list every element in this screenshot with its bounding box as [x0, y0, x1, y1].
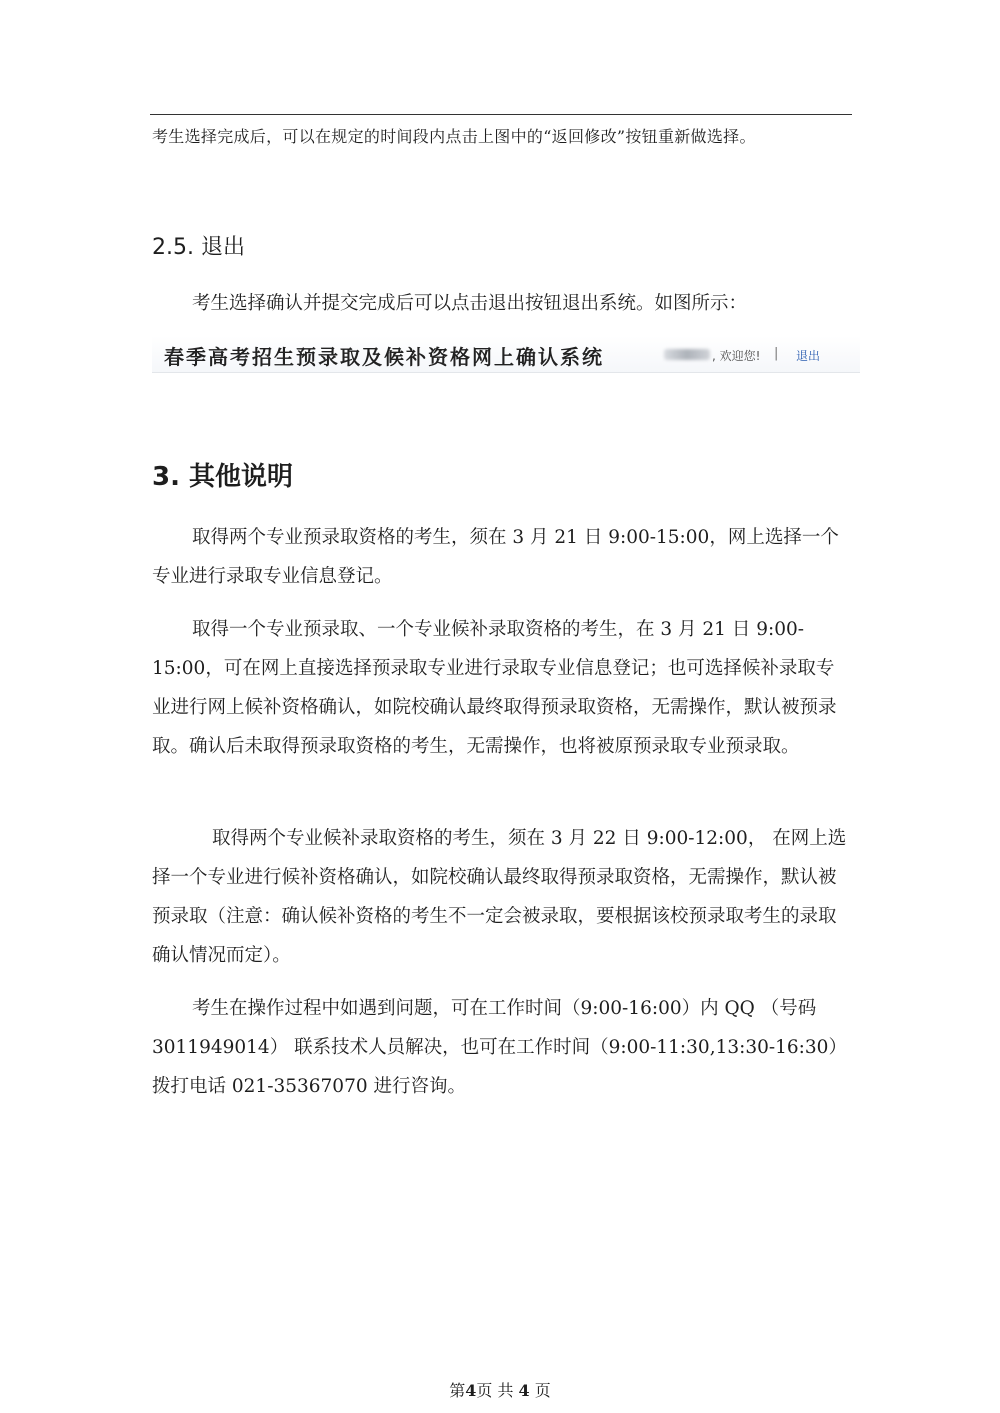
other-paragraph-2: 取得一个专业预录取、一个专业候补录取资格的考生，在 3 月 21 日 9:00-15:00，可在网上直接选择预录取专业进行录取专业信息登记；也可选择候补录取专业进行网上候补资格确认，如院校确认最终取得预录取资格，无需操作，默认被预录取。确认后未取得预录取资格的考生，无需操作，也将被原预录取专业预录取。 [152, 619, 837, 757]
exit-paragraph: 考生选择确认并提交完成后可以点击退出按钮退出系统。如图所示： [192, 293, 748, 314]
other-paragraph-4: 考生在操作过程中如遇到问题，可在工作时间（9:00-16:00）内 QQ （号码 3011949014） 联系技术人员解决，也可在工作时间（9:00-11:30,13:30-16:30）拨打电话 021-35367070 进行咨询。 [152, 998, 847, 1097]
welcome-text: , 欢迎您! [712, 349, 761, 363]
section-heading-other: 3. 其他说明 [152, 462, 294, 492]
system-title: 春季高考招生预录取及候补资格网上确认系统 [164, 345, 604, 369]
top-divider [150, 114, 852, 115]
header-separator: | [774, 346, 779, 361]
other-paragraph-1: 取得两个专业预录取资格的考生，须在 3 月 21 日 9:00-15:00，网上选择一个专业进行录取专业信息登记。 [152, 527, 839, 587]
figure-caption: 考生选择完成后，可以在规定的时间段内点击上图中的“返回修改”按钮重新做选择。 [152, 127, 756, 146]
section-heading-exit: 2.5. 退出 [152, 235, 245, 260]
other-paragraph-3: 取得两个专业候补录取资格的考生，须在 3 月 22 日 9:00-12:00， 在网上选择一个专业进行候补资格确认，如院校确认最终取得预录取资格，无需操作，默认被预录取（注意：确认候补资格的考生不一定会被录取，要根据该校预录取考生的录取确认情况而定）。 [152, 828, 847, 966]
logout-link[interactable]: 退出 [796, 349, 821, 363]
blurred-username [664, 349, 710, 360]
page-footer: 第4页 共 4 页 [449, 1381, 551, 1400]
system-header-screenshot [152, 336, 860, 373]
